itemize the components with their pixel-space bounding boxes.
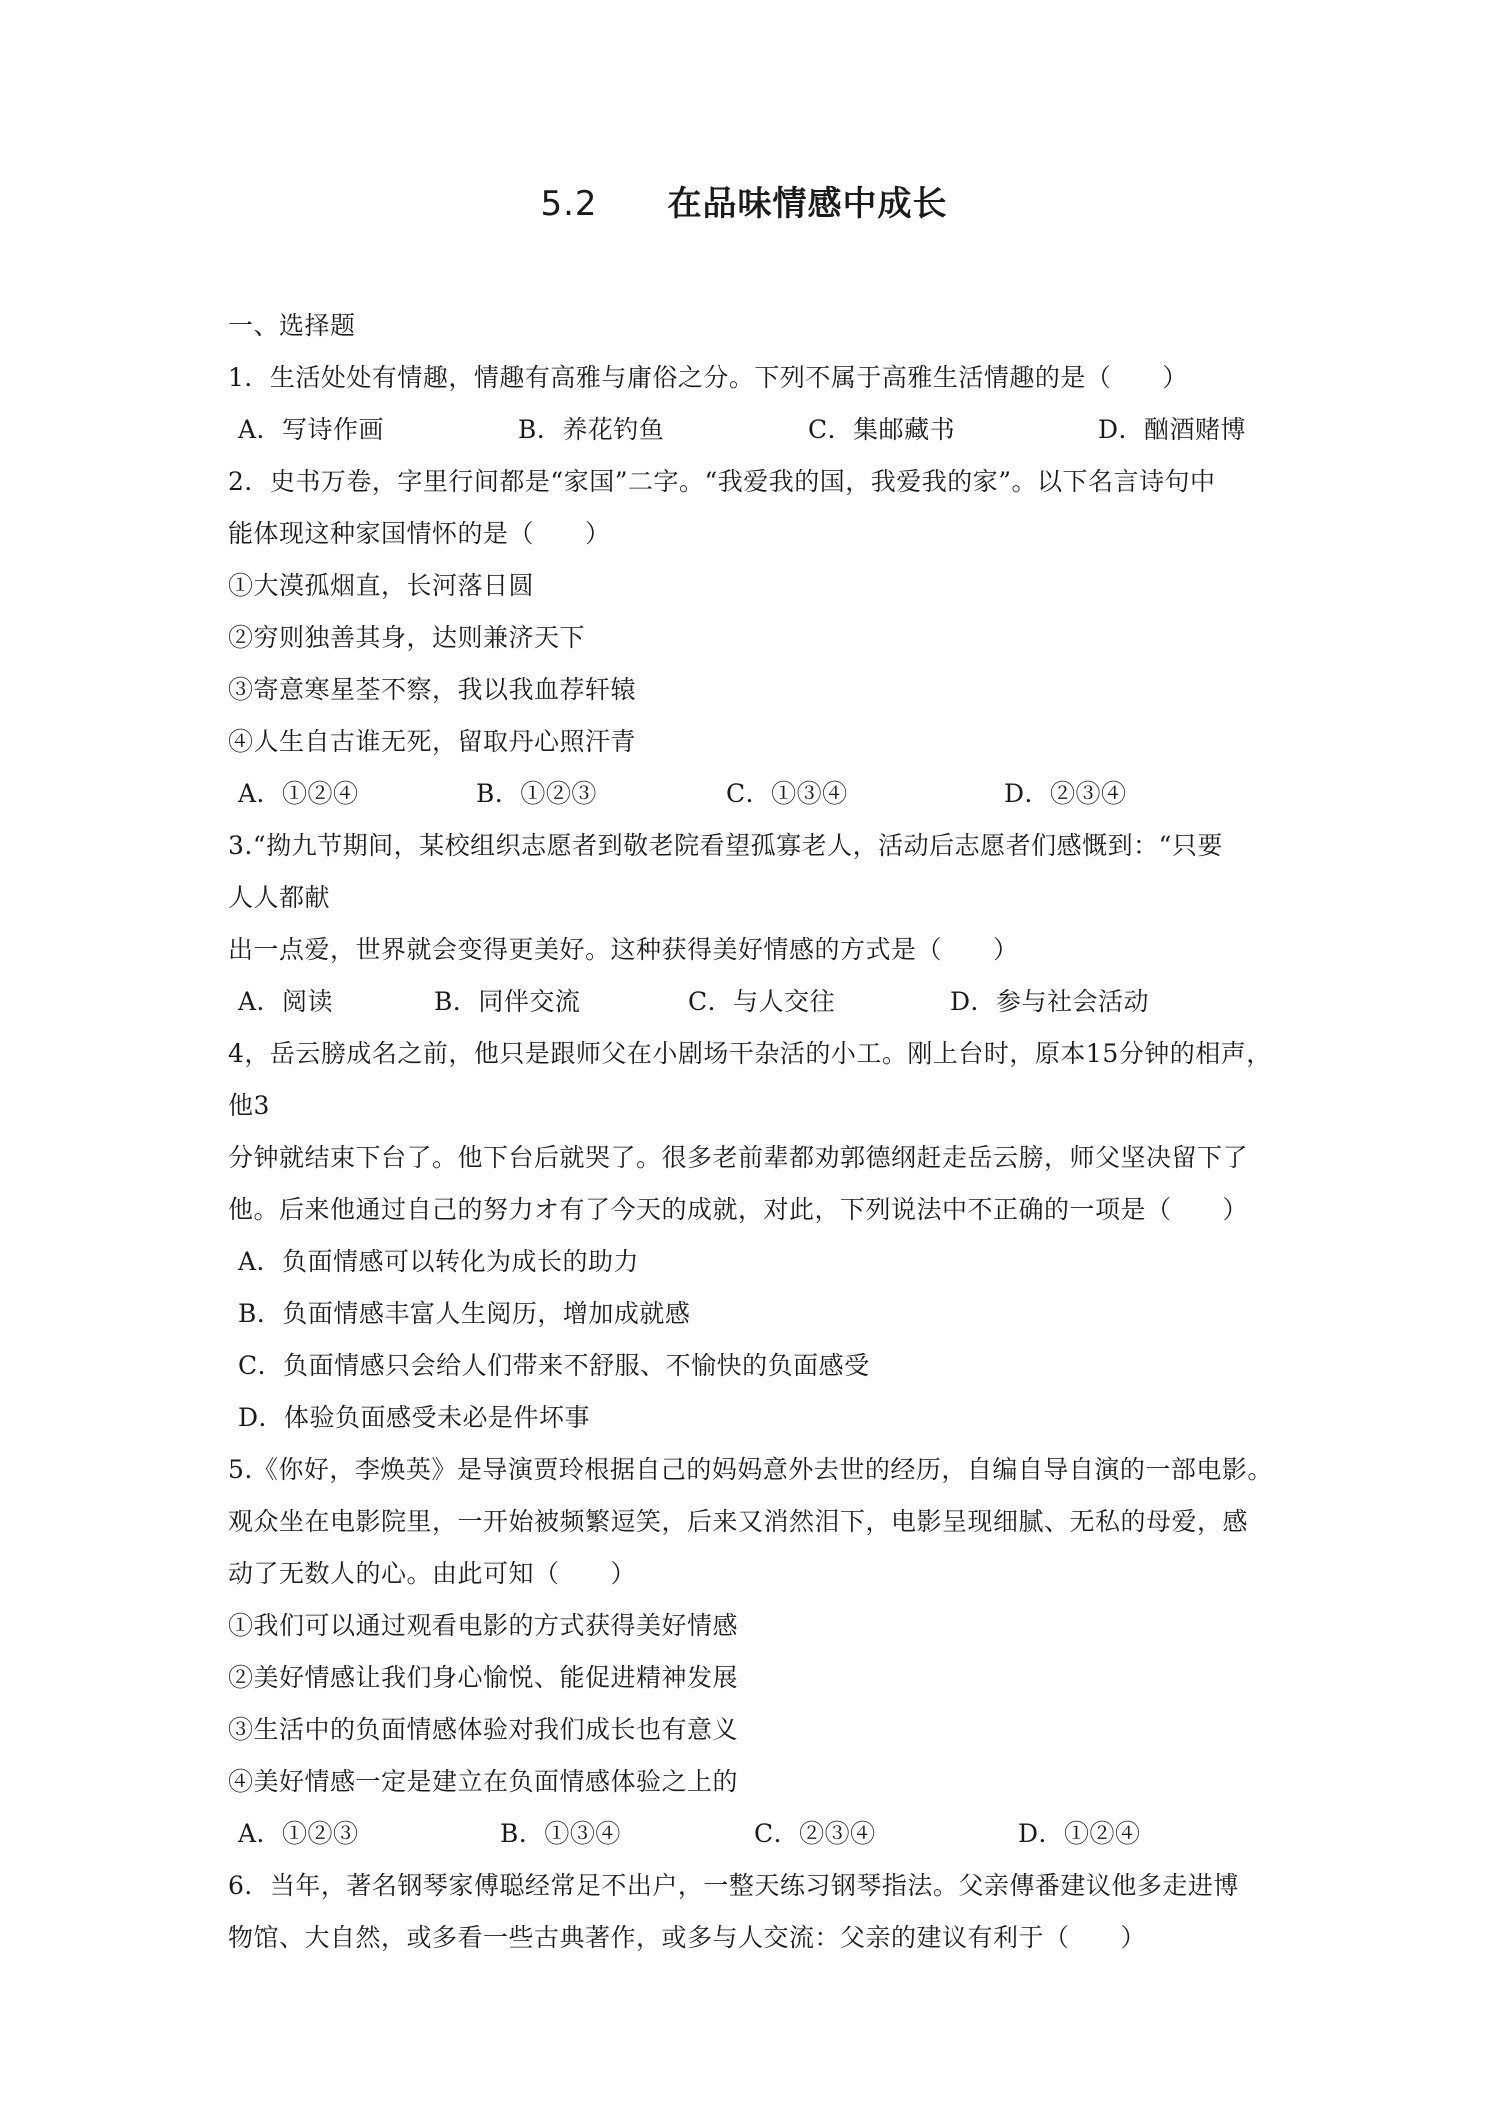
question-2-item: ④人生自古谁无死，留取丹心照汗青 <box>228 727 637 756</box>
option-a: A．负面情感可以转化为成长的助力 <box>238 1247 640 1276</box>
question-4-text: 分钟就结束下台了。他下台后就哭了。很多老前辈都劝郭德纲赶走岳云膀，师父坚决留下了 <box>228 1143 1249 1172</box>
option-a: A．阅读 <box>238 987 334 1016</box>
question-3-options <box>228 976 1288 1028</box>
question-4-text: 他。后来他通过自己的努力オ有了今天的成就，对此，下列说法中不正确的一项是（ ） <box>228 1195 1249 1224</box>
page-title <box>0 176 1488 225</box>
option-d: D．①②④ <box>1018 1819 1141 1848</box>
question-5-text: 5.《你好，李焕英》是导演贾玲根据自己的妈妈意外去世的经历，自编自导自演的一部电影。 <box>228 1455 1273 1484</box>
question-2-text: 能体现这种家国情怀的是（ ） <box>228 519 611 548</box>
option-a: A．①②④ <box>238 779 359 808</box>
question-5-text: 动了无数人的心。由此可知（ ） <box>228 1559 637 1588</box>
question-5-options <box>228 1808 1288 1860</box>
option-b: B．养花钓鱼 <box>518 415 665 444</box>
question-2-item: ①大漠孤烟直，长河落日圆 <box>228 571 535 600</box>
question-2-item: ③寄意寒星荃不察，我以我血荐轩辕 <box>228 675 637 704</box>
question-2-text: 2．史书万卷，字里行间都是“家国”二字。“我爱我的国，我爱我的家”。以下名言诗句中 <box>228 467 1216 496</box>
question-3-text: 人人都献 <box>228 883 331 912</box>
question-4-text: 4，岳云膀成名之前，他只是跟师父在小剧场干杂活的小工。刚上台时，原本15分钟的相声， <box>228 1039 1272 1068</box>
question-5-item: ②美好情感让我们身心愉悦、能促进精神发展 <box>228 1663 739 1692</box>
question-5-item: ③生活中的负面情感体验对我们成长也有意义 <box>228 1715 739 1744</box>
option-b: B．同伴交流 <box>434 987 581 1016</box>
question-5-item: ④美好情感一定是建立在负面情感体验之上的 <box>228 1767 739 1796</box>
option-b: B．负面情感丰富人生阅历，增加成就感 <box>238 1299 691 1328</box>
section-heading: 一、选择题 <box>228 311 356 340</box>
question-2-item: ②穷则独善其身，达则兼济天下 <box>228 623 586 652</box>
option-c: C．①③④ <box>726 779 848 808</box>
question-3-text: 出一点爱，世界就会变得更美好。这种获得美好情感的方式是（ ） <box>228 935 1019 964</box>
option-b: B．①②③ <box>476 779 597 808</box>
question-1-options <box>228 404 1288 456</box>
option-d: D．参与社会活动 <box>950 987 1150 1016</box>
question-2-options <box>228 768 1288 820</box>
question-1-text: 1．生活处处有情趣，情趣有高雅与庸俗之分。下列不属于高雅生活情趣的是（ ） <box>228 363 1188 392</box>
option-d: D．体验负面感受未必是件坏事 <box>238 1403 591 1432</box>
title-text: 在品味情感中成长 <box>667 184 948 224</box>
question-5-item: ①我们可以通过观看电影的方式获得美好情感 <box>228 1611 739 1640</box>
option-c: C．集邮藏书 <box>808 415 956 444</box>
option-c: C．负面情感只会给人们带来不舒服、不愉快的负面感受 <box>238 1351 870 1380</box>
option-c: C．与人交往 <box>688 987 836 1016</box>
question-6-text: 6．当年，著名钢琴家傅聪经常足不出户，一整天练习钢琴指法。父亲傳番建议他多走进博 <box>228 1871 1239 1900</box>
question-6-text: 物馆、大自然，或多看一些古典著作，或多与人交流：父亲的建议有利于（ ） <box>228 1923 1147 1952</box>
option-a: A．写诗作画 <box>238 415 385 444</box>
question-5-text: 观众坐在电影院里，一开始被频繁逗笑，后来又消然泪下，电影呈现细腻、无私的母爱，感 <box>228 1507 1249 1536</box>
title-number: 5.2 <box>540 184 598 224</box>
option-d: D．酗酒赌博 <box>1098 415 1247 444</box>
option-a: A．①②③ <box>238 1819 359 1848</box>
option-b: B．①③④ <box>500 1819 621 1848</box>
document-body <box>228 300 1288 1964</box>
option-c: C．②③④ <box>754 1819 876 1848</box>
option-d: D．②③④ <box>1004 779 1127 808</box>
question-3-text: 3.“拗九节期间，某校组织志愿者到敬老院看望孤寡老人，活动后志愿者们感慨到：“只要 <box>228 831 1223 860</box>
question-4-text: 他3 <box>228 1091 270 1120</box>
